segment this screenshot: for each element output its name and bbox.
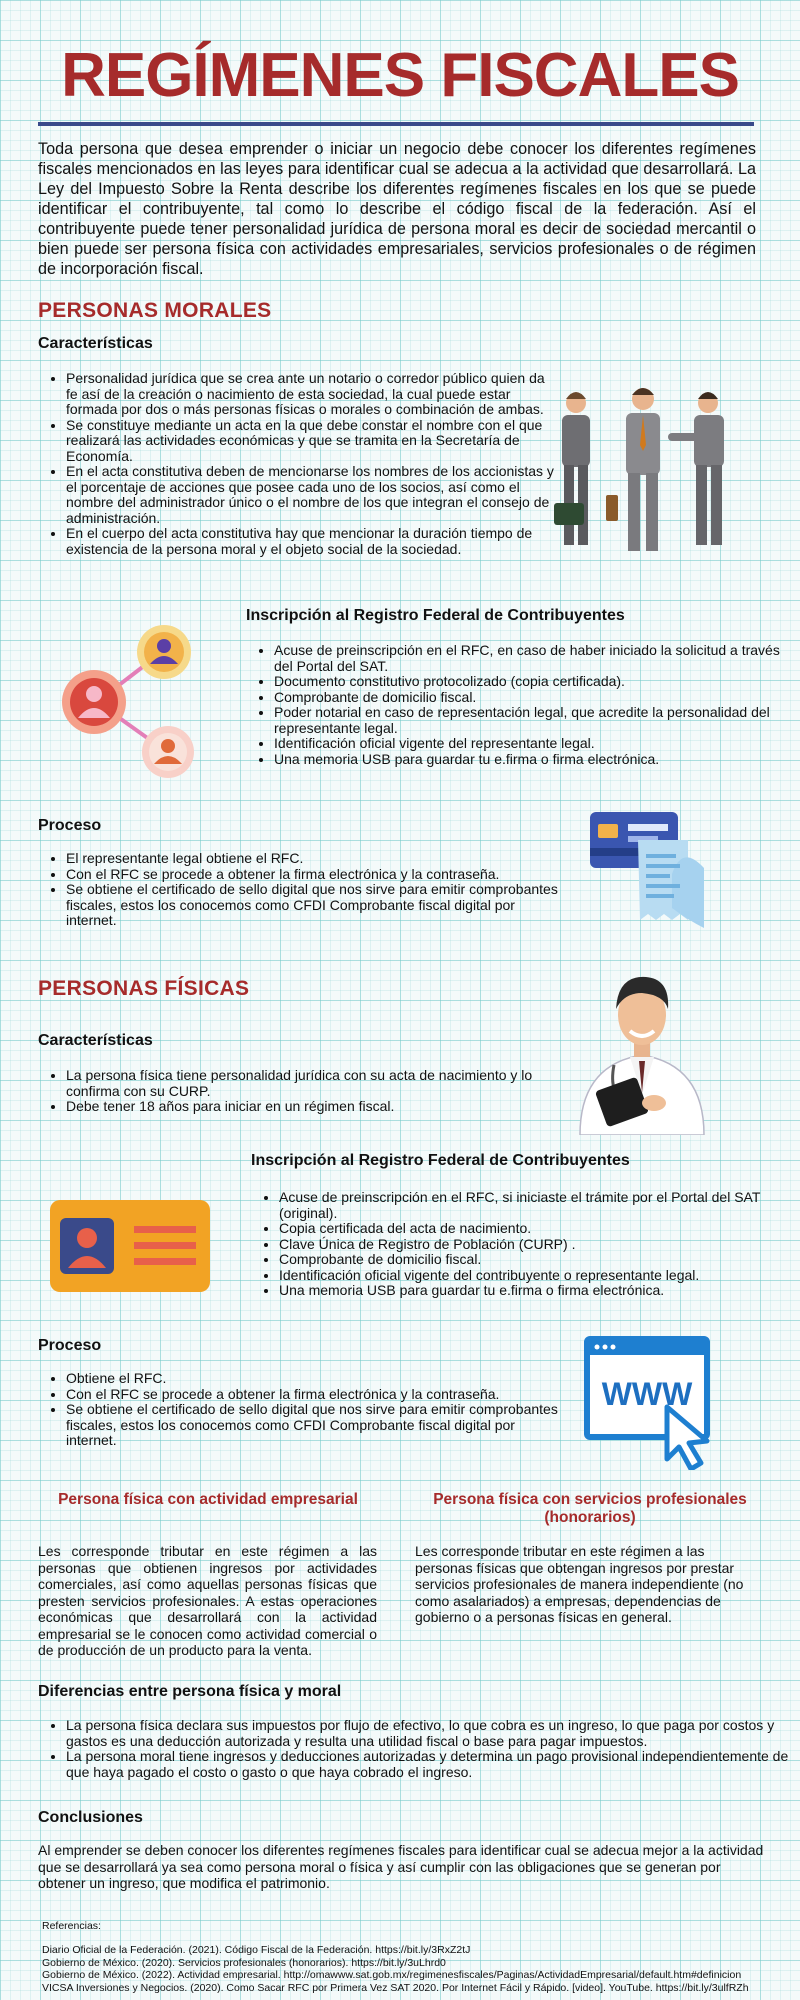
morales-proceso-list <box>38 851 558 929</box>
conclusiones-text: Al emprender se deben conocer los diferentes regímenes fiscales para identificar cual se adecua mejor a la actividad que se desarrollará ya sea como persona moral o física y así cumplir con las obligaciones que se generan por obtener un ingreso, que modifica el patrimonio. <box>38 1842 764 1891</box>
list-item: • Una memoria USB para guardar tu e.firma o firma electrónica. <box>279 1283 799 1299</box>
list-item: • Se obtiene el certificado de sello digital que nos sirve para emitir comprobantes fiscales, estos los conocemos como CFDI Comprobante fiscal digital por internet. <box>66 882 558 929</box>
list-item: • Poder notarial en caso de representación legal, que acredite la personalidad del representante legal. <box>274 705 794 736</box>
list-item: • Comprobante de domicilio fiscal. <box>279 1252 799 1268</box>
fisicas-caracteristicas-title: Características <box>38 1032 153 1049</box>
list-item: • El representante legal obtiene el RFC. <box>66 851 558 867</box>
reference-item: VICSA Inversiones y Negocios. (2020). Como Sacar RFC por Primera Vez SAT 2020. Por Internet Fácil y Rápido. [video]. YouTube. https://bit.ly/3ulfRZh <box>42 1981 749 1994</box>
intro-paragraph: Toda persona que desea emprender o iniciar un negocio debe conocer los diferentes regímenes fiscales mencionados en las leyes para identificar cual se adecua a la actividad que desarrollará. La Ley del Impuesto Sobre la Renta describe los diferentes regímenes fiscales en los que se puede identificar el contribuyente, tal como lo describe el código fiscal de la federación. Así el contribuyente puede tener personalidad jurídica de persona moral es decir de sociedad mercantil o bien puede ser persona física con actividades empresariales, servicios profesionales o de régimen de incorporación fiscal. <box>38 140 756 278</box>
morales-caracteristicas-title: Características <box>38 335 153 352</box>
fisicas-inscripcion-list <box>251 1190 799 1299</box>
morales-caracteristicas-list <box>38 371 558 557</box>
page-title: REGÍMENES FISCALES <box>61 41 739 110</box>
morales-inscripcion-title: Inscripción al Registro Federal de Contribuyentes <box>246 607 625 624</box>
empresarial-title: Persona física con actividad empresarial <box>58 1491 358 1508</box>
doctor-illustration <box>570 965 715 1135</box>
list-item: • Identificación oficial vigente del representante legal. <box>274 736 794 752</box>
diferencias-title: Diferencias entre persona física y moral <box>38 1683 342 1700</box>
honorarios-text: Les corresponde tributar en este régimen a las personas físicas que obtengan ingresos por prestar servicios profesionales de manera independiente (no como asalariados) a empresas, dependencias de gobierno o a personas físicas en general. <box>415 1543 744 1625</box>
list-item: • La persona física tiene personalidad jurídica con su acta de nacimiento y lo confirma con su CURP. <box>66 1068 566 1099</box>
list-item: • Documento constitutivo protocolizado (copia certificada). <box>274 674 794 690</box>
reference-item: Gobierno de México. (2022). Actividad empresarial. http://omawww.sat.gob.mx/regimenesfiscales/Paginas/ActividadEmpresarial/default.htm#definicion <box>42 1969 742 1981</box>
morales-proceso-title: Proceso <box>38 817 102 834</box>
list-item: • Acuse de preinscripción en el RFC, si iniciaste el trámite por el Portal del SAT (original). <box>279 1190 799 1221</box>
list-item: • Comprobante de domicilio fiscal. <box>274 690 794 706</box>
list-item: • Una memoria USB para guardar tu e.firma o firma electrónica. <box>274 752 794 768</box>
morales-inscripcion-list <box>246 643 794 767</box>
references-list <box>42 1944 782 1994</box>
fisicas-proceso-title: Proceso <box>38 1337 102 1354</box>
title-divider <box>38 122 754 126</box>
list-item: • Se constituye mediante un acta en la que debe constar el nombre con el que realizará las actividades económicas y que se tramita en la Secretaría de Economía. <box>66 418 558 465</box>
id-card-receipt-icon <box>588 810 718 938</box>
list-item: • Copia certificada del acta de nacimiento. <box>279 1221 799 1237</box>
list-item: • La persona física declara sus impuestos por flujo de efectivo, lo que cobra es un ingreso, lo que paga por costos y gastos es una deducción autorizada y resulta una utilidad fiscal o base para pagar impuestos. <box>66 1718 796 1749</box>
list-item: • Con el RFC se procede a obtener la firma electrónica y la contraseña. <box>66 867 558 883</box>
reference-item: Gobierno de México. (2020). Servicios profesionales (honorarios). https://bit.ly/3uLhrd0 <box>42 1956 446 1969</box>
business-people-illustration <box>548 385 738 560</box>
list-item: • Obtiene el RFC. <box>66 1371 558 1387</box>
list-item: • La persona moral tiene ingresos y deducciones autorizadas y determina un pago provisional independientemente de que haya pagado el costo o gasto o que haya cobrado el ingreso. <box>66 1749 796 1780</box>
list-item: • Personalidad jurídica que se crea ante un notario o corredor público quien da fe así de la creación o nacimiento de esta sociedad, la cual puede estar formada por dos o más personas físicas o morales o combinación de ambas. <box>66 371 558 418</box>
list-item: • En el acta constitutiva deben de mencionarse los nombres de los accionistas y el porcentaje de acciones que posee cada uno de los socios, así como el nombre del administrador único o el nombre de los que integran el consejo de administración. <box>66 464 558 526</box>
honorarios-title: Persona física con servicios profesionales (honorarios) <box>433 1491 747 1526</box>
fisicas-proceso-list <box>38 1371 558 1449</box>
references <box>42 1920 782 1933</box>
list-item: • En el cuerpo del acta constitutiva hay que mencionar la duración tiempo de existencia de la persona moral y el objeto social de la sociedad. <box>66 526 558 557</box>
section-heading-morales: PERSONAS MORALES <box>38 299 272 322</box>
list-item: • Debe tener 18 años para iniciar en un régimen fiscal. <box>66 1099 566 1115</box>
list-item: • Acuse de preinscripción en el RFC, en caso de haber iniciado la solicitud a través del Portal del SAT. <box>274 643 794 674</box>
list-item: • Identificación oficial vigente del contribuyente o representante legal. <box>279 1268 799 1284</box>
section-heading-fisicas: PERSONAS FÍSICAS <box>38 977 250 1000</box>
list-item: • Clave Única de Registro de Población (CURP) . <box>279 1237 799 1253</box>
svg-text:WWW: WWW <box>601 1376 693 1412</box>
reference-item: Diario Oficial de la Federación. (2021). Código Fiscal de la Federación. https://bit.ly/3RxZ2tJ <box>42 1944 471 1956</box>
id-card-icon <box>48 1198 212 1294</box>
fisicas-caracteristicas-list <box>38 1068 566 1115</box>
diferencias-list <box>38 1718 796 1780</box>
list-item: • Con el RFC se procede a obtener la firma electrónica y la contraseña. <box>66 1387 558 1403</box>
fisicas-inscripcion-title: Inscripción al Registro Federal de Contribuyentes <box>251 1152 630 1169</box>
conclusiones-title: Conclusiones <box>38 1809 143 1826</box>
empresarial-text: Les corresponde tributar en este régimen a las personas que obtienen ingresos por actividades comerciales, así como aquellas personas físicas que presten servicios profesionales. A estas operaciones económicas que desarrollará con la actividad empresarial se le conocen como actividad comercial o de producción de un producto para la venta. <box>38 1543 377 1658</box>
list-item: • Se obtiene el certificado de sello digital que nos sirve para emitir comprobantes fiscales, estos los conocemos como CFDI Comprobante fiscal digital por internet. <box>66 1402 558 1449</box>
www-browser-icon <box>583 1335 723 1470</box>
people-network-icon <box>62 622 202 782</box>
references-title: Referencias: <box>42 1920 101 1932</box>
